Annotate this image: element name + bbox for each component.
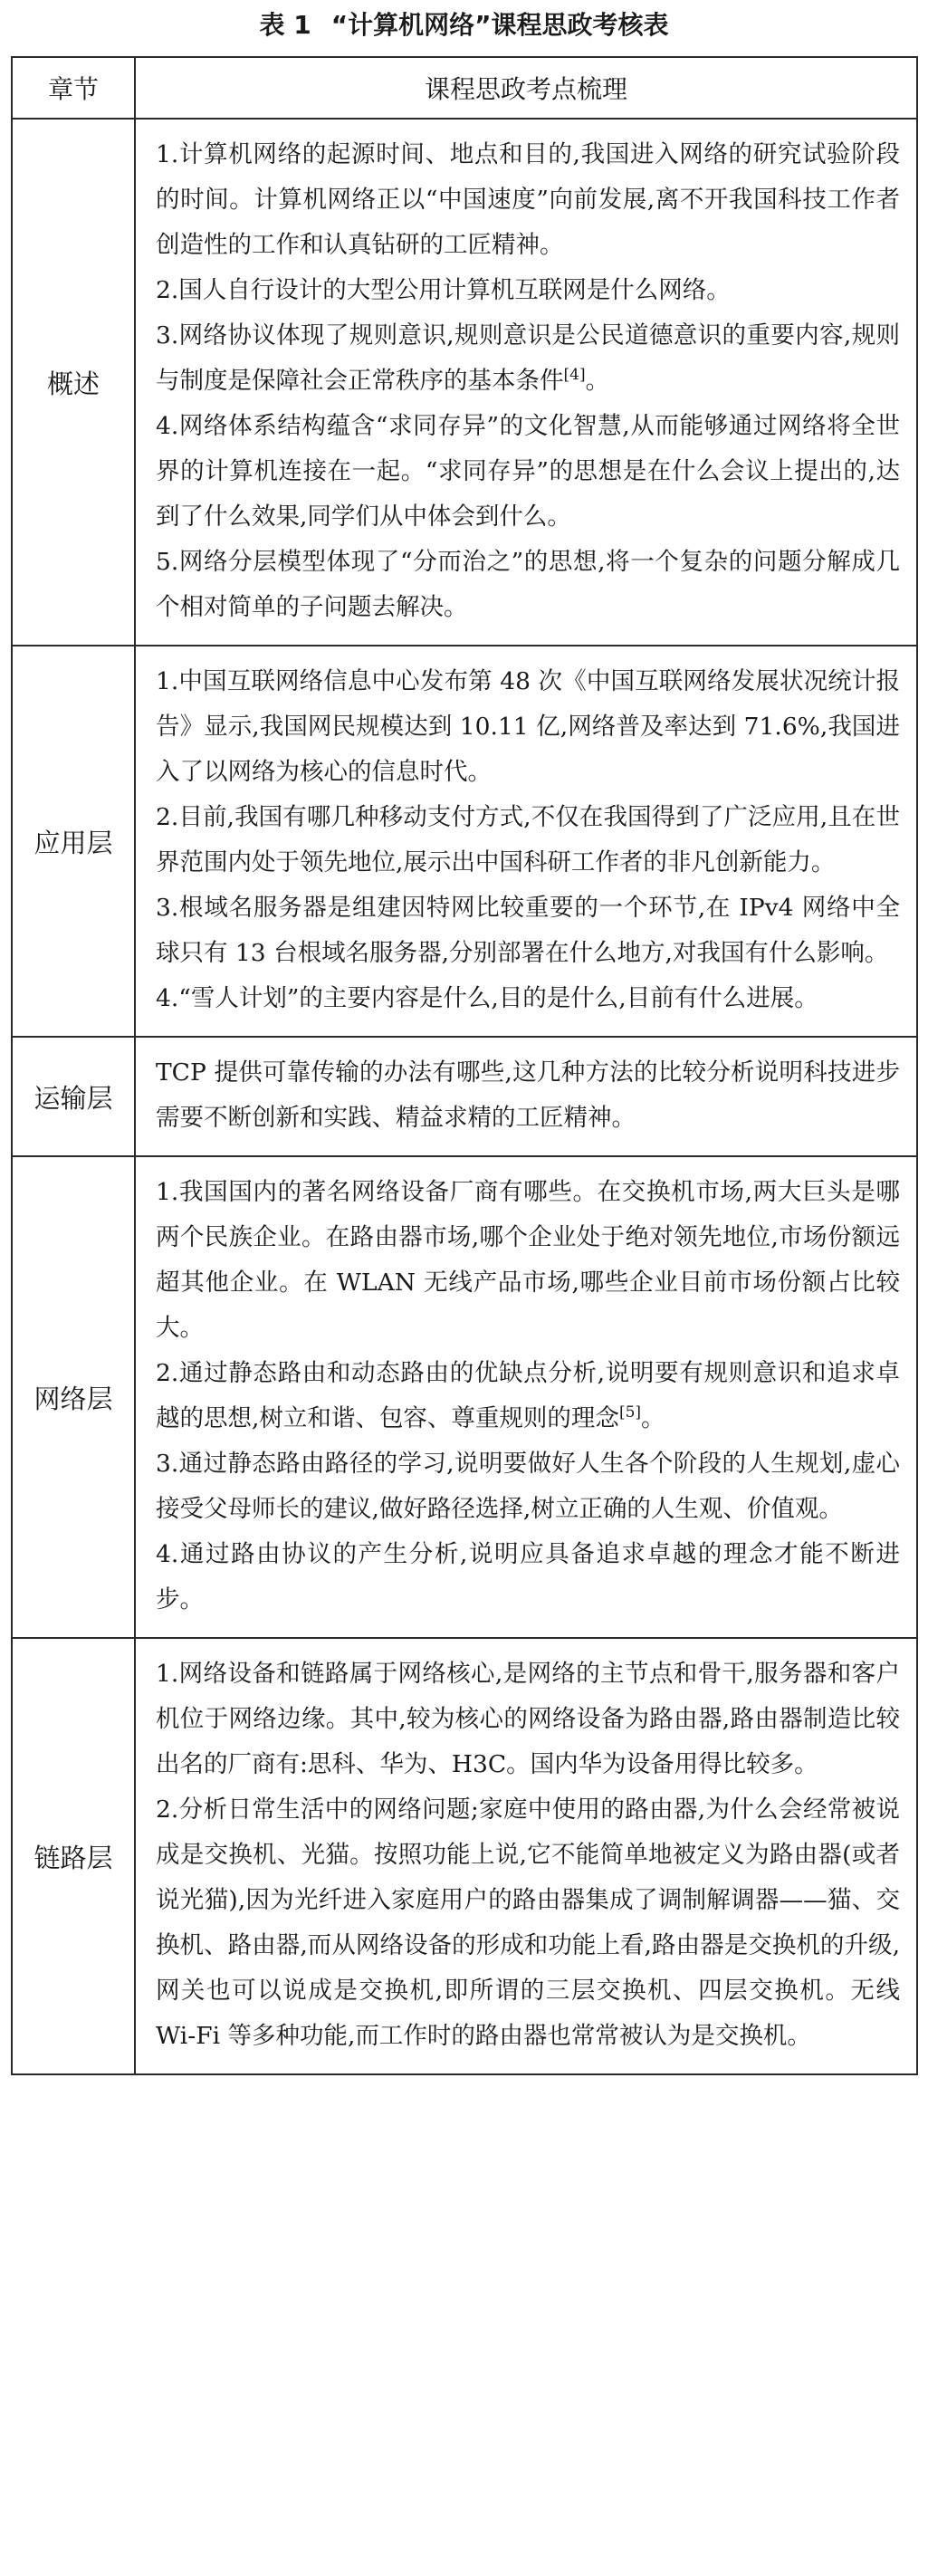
table-title: “计算机网络”课程思政考核表 [330, 10, 669, 40]
point-text: 4.网络体系结构蕴含“求同存异”的文化智慧,从而能够通过网络将全世界的计算机连接在一起。“求同存异”的思想是在什么会议上提出的,达到了什么效果,同学们从中体会到什么。 [156, 412, 900, 531]
table-number: 表 1 [259, 10, 311, 40]
assessment-point [156, 1532, 900, 1623]
assessment-point [156, 404, 900, 540]
point-text: 3.根域名服务器是组建因特网比较重要的一个环节,在 IPv4 网络中全球只有 13 台根域名服务器,分别部署在什么地方,对我国有什么影响。 [156, 894, 900, 967]
point-text: 2.通过静态路由和动态路由的优缺点分析,说明要有规则意识和追求卓越的思想,树立和谐、包容、尊重规则的理念 [156, 1359, 900, 1432]
assessment-point [156, 313, 900, 404]
assessment-point [156, 1652, 900, 1787]
header-row [12, 57, 917, 119]
citation-ref: [4] [563, 366, 586, 385]
point-text: 1.我国国内的著名网络设备厂商有哪些。在交换机市场,两大巨头是哪两个民族企业。在路由器市场,哪个企业处于绝对领先地位,市场份额远超其他企业。在 WLAN 无线产品市场,哪些企业目前市场份额占比较大。 [156, 1178, 900, 1342]
assessment-point [156, 1170, 900, 1351]
chapter-cell: 概述 [12, 119, 135, 646]
assessment-point [156, 659, 900, 795]
assessment-point [156, 1787, 900, 2059]
table-row [12, 646, 917, 1037]
assessment-point [156, 540, 900, 630]
chapter-cell: 应用层 [12, 646, 135, 1037]
point-text-end: 。 [585, 367, 610, 395]
point-text: 1.中国互联网络信息中心发布第 48 次《中国互联网络发展状况统计报告》显示,我国网民规模达到 10.11 亿,网络普及率达到 71.6%,我国进入了以网络为核心的信息时代。 [156, 667, 900, 786]
assessment-points-cell [135, 1638, 917, 2074]
point-text: 3.通过静态路由路径的学习,说明要做好人生各个阶段的人生规划,虚心接受父母师长的建议,做好路径选择,树立正确的人生观、价值观。 [156, 1450, 900, 1523]
point-text: 5.网络分层模型体现了“分而治之”的思想,将一个复杂的问题分解成几个相对简单的子问题去解决。 [156, 548, 900, 621]
table-row [12, 1156, 917, 1638]
assessment-point [156, 1050, 900, 1141]
point-text: 4.“雪人计划”的主要内容是什么,目的是什么,目前有什么进展。 [156, 984, 818, 1012]
point-text: 1.网络设备和链路属于网络核心,是网络的主节点和骨干,服务器和客户机位于网络边缘。其中,较为核心的网络设备为路由器,路由器制造比较出名的厂商有:思科、华为、H3C。国内华为设备用得比较多。 [156, 1660, 900, 1778]
chapter-cell: 链路层 [12, 1638, 135, 2074]
assessment-points-cell [135, 646, 917, 1037]
assessment-point [156, 976, 900, 1021]
assessment-point [156, 795, 900, 886]
point-text: 4.通过路由协议的产生分析,说明应具备追求卓越的理念才能不断进步。 [156, 1540, 900, 1614]
citation-ref: [5] [618, 1403, 642, 1422]
course-assessment-table [11, 56, 918, 2075]
point-text-end: 。 [641, 1404, 665, 1432]
header-chapter: 章节 [12, 57, 135, 119]
table-row [12, 1037, 917, 1156]
assessment-points-cell [135, 1037, 917, 1156]
assessment-point [156, 1351, 900, 1441]
assessment-points-cell [135, 1156, 917, 1638]
assessment-point [156, 1441, 900, 1532]
table-body [12, 119, 917, 2074]
header-assessment-points: 课程思政考点梳理 [135, 57, 917, 119]
point-text: 2.国人自行设计的大型公用计算机互联网是什么网络。 [156, 276, 731, 304]
point-text: TCP 提供可靠传输的办法有哪些,这几种方法的比较分析说明科技进步需要不断创新和实践、精益求精的工匠精神。 [156, 1058, 900, 1132]
assessment-point [156, 132, 900, 268]
table-row [12, 119, 917, 646]
point-text: 2.目前,我国有哪几种移动支付方式,不仅在我国得到了广泛应用,且在世界范围内处于领先地位,展示出中国科研工作者的非凡创新能力。 [156, 803, 900, 876]
chapter-cell: 网络层 [12, 1156, 135, 1638]
assessment-point [156, 268, 900, 313]
point-text: 3.网络协议体现了规则意识,规则意识是公民道德意识的重要内容,规则与制度是保障社会正常秩序的基本条件 [156, 321, 900, 395]
point-text: 2.分析日常生活中的网络问题;家庭中使用的路由器,为什么会经常被说成是交换机、光猫。按照功能上说,它不能简单地被定义为路由器(或者说光猫),因为光纤进入家庭用户的路由器集成了调制解调器——猫、交换机、路由器,而从网络设备的形成和功能上看,路由器是交换机的升级,网关也可以说成是交换机,即所谓的三层交换机、四层交换机。无线 Wi-Fi 等多种功能,而工作时的路由器也常常被认为是交换机。 [156, 1796, 900, 2050]
table-row [12, 1638, 917, 2074]
table-caption [0, 7, 928, 43]
assessment-points-cell [135, 119, 917, 646]
assessment-point [156, 886, 900, 976]
chapter-cell: 运输层 [12, 1037, 135, 1156]
point-text: 1.计算机网络的起源时间、地点和目的,我国进入网络的研究试验阶段的时间。计算机网络正以“中国速度”向前发展,离不开我国科技工作者创造性的工作和认真钻研的工匠精神。 [156, 140, 900, 259]
